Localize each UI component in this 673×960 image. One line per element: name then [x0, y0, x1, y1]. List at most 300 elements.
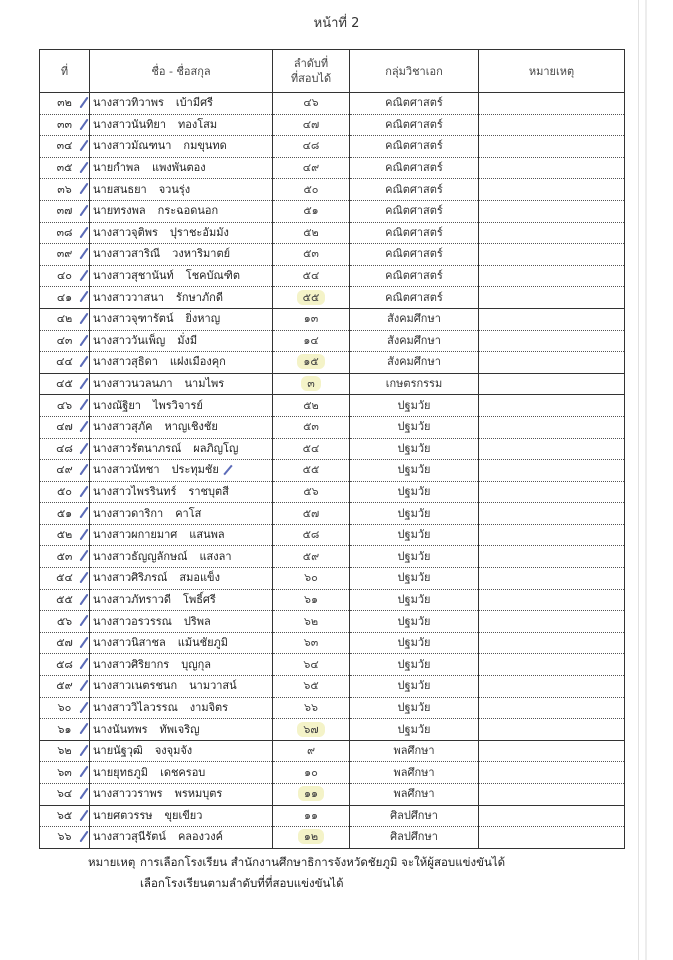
rank-cell	[273, 719, 350, 741]
row-number: ๖๕	[56, 808, 73, 822]
checkmark-icon	[79, 528, 88, 540]
table-header-row	[40, 50, 625, 93]
name-cell	[90, 589, 273, 611]
rank-cell	[273, 136, 350, 158]
header-rank-line2: ที่สอบได้	[290, 72, 332, 85]
rank-value: ๕๒	[303, 398, 319, 412]
rank-cell	[273, 460, 350, 482]
rank-value: ๖๓	[303, 636, 319, 650]
row-number: ๕๐	[56, 484, 73, 498]
rank-cell	[273, 805, 350, 827]
rank-value: ๖๑	[304, 592, 318, 606]
name-cell	[90, 611, 273, 633]
rank-value: ๔๘	[302, 139, 320, 153]
rank-value: ๕๓	[303, 420, 319, 434]
table-row	[40, 265, 625, 287]
checkmark-icon	[79, 291, 88, 303]
major-cell: คณิตศาสตร์	[350, 287, 479, 309]
row-number-cell	[40, 136, 90, 158]
candidate-ranking-table	[39, 49, 625, 849]
row-number-cell	[40, 352, 90, 374]
rank-cell	[273, 546, 350, 568]
name-cell	[90, 308, 273, 330]
rank-value: ๑๑	[304, 808, 318, 822]
first-name: นายสนธยา	[93, 182, 147, 196]
table-row	[40, 481, 625, 503]
last-name: คาโส	[175, 506, 202, 520]
rank-cell	[273, 654, 350, 676]
header-major: กลุ่มวิชาเอก	[350, 50, 479, 93]
name-cell	[90, 93, 273, 115]
row-number-cell	[40, 222, 90, 244]
rank-value: ๕๘	[302, 528, 320, 542]
row-number-cell	[40, 503, 90, 525]
first-name: นางสาวสุภัค	[93, 420, 153, 434]
first-name: นางสาวสาริณี	[93, 247, 161, 261]
rank-value: ๕๒	[303, 225, 319, 239]
row-number-cell	[40, 157, 90, 179]
name-cell	[90, 460, 273, 482]
rank-value: ๑๐	[304, 765, 318, 779]
major-cell: คณิตศาสตร์	[350, 93, 479, 115]
major-cell: สังคมศึกษา	[350, 330, 479, 352]
row-number: ๓๒	[57, 96, 72, 110]
first-name: นางสาวดาริกา	[93, 506, 164, 520]
table-row	[40, 416, 625, 438]
last-name: ปุราชะอัมมัง	[169, 225, 229, 239]
last-name: ผลภิญโญ	[193, 441, 239, 455]
major-cell: ปฐมวัย	[350, 589, 479, 611]
first-name: นางสาวนิสาชล	[93, 636, 166, 650]
last-name: วงหาริมาตย์	[172, 247, 231, 261]
checkmark-icon	[79, 161, 88, 173]
table-row	[40, 438, 625, 460]
checkmark-icon	[79, 658, 88, 670]
checkmark-icon	[79, 313, 88, 325]
name-cell	[90, 546, 273, 568]
rank-value: ๕๙	[302, 549, 320, 563]
remark-cell	[479, 395, 625, 417]
first-name: นางสาวศิริภรณ์	[93, 571, 168, 585]
row-number: ๕๖	[56, 614, 73, 628]
rank-cell	[273, 93, 350, 115]
first-name: นางสาวจุฑารัตน์	[93, 312, 174, 326]
rank-cell	[273, 222, 350, 244]
footnote-text-2: เลือกโรงเรียนตามลำดับที่ที่สอบแข่งขันได้	[140, 876, 344, 890]
last-name: แสนพล	[189, 528, 225, 542]
checkmark-icon	[79, 140, 88, 152]
row-number: ๕๔	[56, 571, 73, 585]
name-cell	[90, 136, 273, 158]
checkmark-icon	[79, 744, 88, 756]
major-cell: ปฐมวัย	[350, 676, 479, 698]
rank-value: ๕๖	[303, 484, 319, 498]
major-cell: คณิตศาสตร์	[350, 136, 479, 158]
rank-cell	[273, 157, 350, 179]
table-row	[40, 654, 625, 676]
table-row	[40, 503, 625, 525]
major-cell: ศิลปศึกษา	[350, 805, 479, 827]
remark-cell	[479, 179, 625, 201]
table-row	[40, 93, 625, 115]
name-cell	[90, 481, 273, 503]
row-number: ๔๓	[56, 333, 73, 347]
rank-value: ๑๔	[303, 333, 319, 347]
remark-cell	[479, 287, 625, 309]
last-name: ขุยเขียว	[164, 808, 203, 822]
row-number: ๔๖	[56, 398, 73, 412]
row-number: ๕๗	[56, 636, 73, 650]
name-cell	[90, 287, 273, 309]
table-row	[40, 244, 625, 266]
header-rank-line1: ลำดับที่	[293, 57, 329, 70]
last-name: มั่งมี	[177, 333, 198, 347]
remark-cell	[479, 481, 625, 503]
row-number-cell	[40, 805, 90, 827]
remark-cell	[479, 827, 625, 849]
rank-cell	[273, 395, 350, 417]
row-number-cell	[40, 611, 90, 633]
first-name: นางสาววราพร	[93, 787, 163, 801]
first-name: นางสาวสุชานันท์	[93, 269, 174, 283]
remark-cell	[479, 136, 625, 158]
name-cell	[90, 805, 273, 827]
row-number: ๔๕	[56, 377, 73, 391]
last-name: ยิ่งหาญ	[185, 312, 221, 326]
checkmark-icon	[79, 809, 88, 821]
name-cell	[90, 222, 273, 244]
last-name: ไพรวิจารย์	[152, 398, 203, 412]
rank-value: ๕๗	[302, 506, 320, 520]
major-cell: ปฐมวัย	[350, 503, 479, 525]
remark-cell	[479, 719, 625, 741]
checkmark-icon	[79, 831, 88, 843]
row-number: ๔๐	[56, 269, 73, 283]
footnote	[88, 852, 505, 894]
table-row	[40, 611, 625, 633]
rank-value: ๕๔	[302, 269, 320, 283]
name-cell	[90, 114, 273, 136]
major-cell: คณิตศาสตร์	[350, 222, 479, 244]
remark-cell	[479, 805, 625, 827]
last-name: บุญกุล	[181, 657, 211, 671]
table-row	[40, 568, 625, 590]
first-name: นางสาวนวลนภา	[93, 377, 173, 391]
rank-cell	[273, 503, 350, 525]
remark-cell	[479, 589, 625, 611]
table-row	[40, 740, 625, 762]
footnote-line1	[88, 852, 505, 873]
table-row	[40, 136, 625, 158]
major-cell: ปฐมวัย	[350, 611, 479, 633]
page-number-title: หน้าที่ 2	[313, 16, 360, 31]
table-row	[40, 330, 625, 352]
remark-cell	[479, 460, 625, 482]
rank-value: ๖๒	[303, 614, 319, 628]
remark-cell	[479, 330, 625, 352]
rank-value-highlighted: ๓	[301, 376, 321, 391]
row-number: ๓๓	[56, 117, 73, 131]
remark-cell	[479, 222, 625, 244]
checkmark-icon	[79, 421, 88, 433]
first-name: นางสาววิไลวรรณ	[93, 700, 178, 714]
remark-cell	[479, 676, 625, 698]
row-number-cell	[40, 827, 90, 849]
first-name: นางสาวศิริยากร	[93, 657, 170, 671]
major-cell: ปฐมวัย	[350, 460, 479, 482]
remark-cell	[479, 265, 625, 287]
checkmark-icon	[79, 356, 88, 368]
checkmark-icon	[79, 248, 88, 260]
checkmark-icon	[79, 550, 88, 562]
row-number-cell	[40, 244, 90, 266]
row-number: ๖๔	[56, 787, 73, 801]
major-cell: คณิตศาสตร์	[350, 200, 479, 222]
name-cell	[90, 827, 273, 849]
row-number-cell	[40, 308, 90, 330]
rank-value-highlighted: ๑๒	[298, 829, 324, 844]
name-cell	[90, 654, 273, 676]
last-name: แม้นชัยภูมิ	[177, 636, 229, 650]
row-number: ๓๗	[56, 204, 73, 218]
name-cell	[90, 524, 273, 546]
last-name: สมอแข็ง	[179, 571, 220, 585]
header-remark: หมายเหตุ	[479, 50, 625, 93]
rank-cell	[273, 438, 350, 460]
checkmark-icon	[79, 572, 88, 584]
rank-cell	[273, 200, 350, 222]
row-number-cell	[40, 589, 90, 611]
row-number-cell	[40, 481, 90, 503]
row-number-cell	[40, 784, 90, 806]
remark-cell	[479, 416, 625, 438]
row-number-cell	[40, 524, 90, 546]
rank-value: ๔๙	[302, 161, 320, 175]
major-cell: คณิตศาสตร์	[350, 114, 479, 136]
row-number-cell	[40, 719, 90, 741]
first-name: นายศตวรรษ	[93, 808, 153, 822]
first-name: นายนัฐวุฒิ	[93, 744, 143, 758]
checkmark-icon	[79, 766, 88, 778]
rank-cell	[273, 481, 350, 503]
name-cell	[90, 503, 273, 525]
first-name: นางสาวจุติพร	[93, 225, 158, 239]
first-name: นางสาวมัณฑนา	[93, 139, 172, 153]
row-number: ๕๑	[56, 506, 73, 520]
rank-cell	[273, 244, 350, 266]
header-rank	[273, 50, 350, 93]
row-number: ๕๒	[56, 528, 73, 542]
name-cell	[90, 179, 273, 201]
name-cell	[90, 740, 273, 762]
rank-cell	[273, 330, 350, 352]
remark-cell	[479, 157, 625, 179]
row-number-cell	[40, 654, 90, 676]
remark-cell	[479, 200, 625, 222]
row-number: ๓๘	[56, 225, 73, 239]
table-row	[40, 524, 625, 546]
remark-cell	[479, 373, 625, 395]
checkmark-icon	[79, 485, 88, 497]
checkmark-icon	[79, 636, 88, 648]
last-name: งามจิตร	[189, 700, 229, 714]
remark-cell	[479, 93, 625, 115]
row-number: ๖๑	[57, 722, 72, 736]
table-row	[40, 157, 625, 179]
last-name: ทองโสม	[178, 117, 218, 131]
rank-cell	[273, 287, 350, 309]
last-name: ทัพเจริญ	[159, 722, 200, 736]
row-number: ๓๙	[56, 247, 73, 261]
name-cell	[90, 568, 273, 590]
remark-cell	[479, 611, 625, 633]
rank-value-highlighted: ๑๑	[298, 786, 324, 801]
checkmark-icon	[79, 593, 88, 605]
major-cell: ศิลปศึกษา	[350, 827, 479, 849]
row-number: ๔๙	[56, 463, 73, 477]
table-row	[40, 460, 625, 482]
checkmark-icon	[79, 118, 88, 130]
remark-cell	[479, 740, 625, 762]
major-cell: คณิตศาสตร์	[350, 157, 479, 179]
rank-value: ๖๖	[304, 700, 318, 714]
row-number-cell	[40, 676, 90, 698]
last-name: คลองวงค์	[177, 830, 223, 844]
major-cell: ปฐมวัย	[350, 697, 479, 719]
name-cell	[90, 395, 273, 417]
checkmark-icon	[79, 680, 88, 692]
page-edge-shadow	[645, 0, 647, 960]
row-number-cell	[40, 632, 90, 654]
table-row	[40, 697, 625, 719]
table-row	[40, 373, 625, 395]
name-cell	[90, 762, 273, 784]
row-number-cell	[40, 395, 90, 417]
row-number-cell	[40, 762, 90, 784]
table-row	[40, 719, 625, 741]
row-number: ๕๓	[56, 549, 73, 563]
checkmark-icon	[79, 723, 88, 735]
rank-value: ๕๑	[303, 204, 319, 218]
row-number-cell	[40, 568, 90, 590]
remark-cell	[479, 244, 625, 266]
table-row	[40, 114, 625, 136]
row-number: ๔๒	[56, 312, 73, 326]
name-cell	[90, 244, 273, 266]
rank-cell	[273, 827, 350, 849]
rank-cell	[273, 308, 350, 330]
row-number-cell	[40, 416, 90, 438]
rank-value-highlighted: ๕๕	[297, 290, 326, 305]
row-number-cell	[40, 697, 90, 719]
first-name: นางสาวอรวรรณ	[93, 614, 172, 628]
remark-cell	[479, 352, 625, 374]
remark-cell	[479, 568, 625, 590]
remark-cell	[479, 632, 625, 654]
major-cell: พลศึกษา	[350, 762, 479, 784]
last-name: จวนรุ่ง	[158, 182, 191, 196]
row-number: ๖๖	[57, 830, 72, 844]
major-cell: สังคมศึกษา	[350, 308, 479, 330]
major-cell: ปฐมวัย	[350, 481, 479, 503]
row-number: ๖๐	[57, 700, 72, 714]
last-name: เบ้ามีศรี	[175, 96, 213, 110]
row-number-cell	[40, 438, 90, 460]
major-cell: คณิตศาสตร์	[350, 265, 479, 287]
row-number: ๓๔	[56, 139, 73, 153]
last-name: พรหมบุตร	[174, 787, 223, 801]
first-name: นางสาวไพรรินทร์	[93, 484, 177, 498]
remark-cell	[479, 762, 625, 784]
remark-cell	[479, 114, 625, 136]
major-cell: พลศึกษา	[350, 784, 479, 806]
remark-cell	[479, 503, 625, 525]
footnote-label: หมายเหตุ	[88, 855, 136, 869]
remark-cell	[479, 546, 625, 568]
header-no: ที่	[40, 50, 90, 93]
last-name: กระฉอดนอก	[157, 204, 219, 218]
rank-value: ๕๔	[302, 441, 320, 455]
first-name: นางสาวทิวาพร	[93, 96, 164, 110]
rank-cell	[273, 589, 350, 611]
row-number-cell	[40, 114, 90, 136]
major-cell: คณิตศาสตร์	[350, 179, 479, 201]
row-number: ๓๕	[56, 161, 73, 175]
rank-cell	[273, 740, 350, 762]
first-name: นางสาวเนตรชนก	[93, 679, 178, 693]
checkmark-icon	[79, 507, 88, 519]
checkmark-icon	[79, 97, 88, 109]
row-number-cell	[40, 460, 90, 482]
table-row	[40, 546, 625, 568]
name-cell	[90, 330, 273, 352]
rank-cell	[273, 524, 350, 546]
row-number-cell	[40, 200, 90, 222]
table-row	[40, 179, 625, 201]
row-number-cell	[40, 330, 90, 352]
remark-cell	[479, 308, 625, 330]
rank-value: ๙	[306, 744, 316, 758]
page-edge-shadow	[638, 0, 639, 960]
checkmark-icon	[79, 615, 88, 627]
rank-cell	[273, 762, 350, 784]
name-cell	[90, 632, 273, 654]
row-number: ๖๓	[57, 765, 72, 779]
rank-value-highlighted: ๖๗	[297, 722, 324, 737]
last-name: เดชครอบ	[160, 765, 206, 779]
remark-cell	[479, 654, 625, 676]
first-name: นายทรงพล	[93, 204, 146, 218]
checkmark-icon	[79, 399, 88, 411]
last-name: แฝงเมืองคุก	[169, 355, 226, 369]
first-name: นางสาวภัทราวดี	[93, 592, 172, 606]
checkmark-icon	[79, 701, 88, 713]
last-name: หาญเชิงชัย	[164, 420, 218, 434]
first-name: นางณัฐิยา	[93, 398, 141, 412]
name-cell	[90, 352, 273, 374]
name-cell	[90, 265, 273, 287]
table-row	[40, 308, 625, 330]
table-row	[40, 676, 625, 698]
first-name: นายกำพล	[93, 161, 140, 175]
major-cell: ปฐมวัย	[350, 416, 479, 438]
remark-cell	[479, 784, 625, 806]
rank-cell	[273, 632, 350, 654]
rank-cell	[273, 265, 350, 287]
last-name: ประทุมชัย	[171, 463, 219, 477]
footnote-text-1: การเลือกโรงเรียน สำนักงานศึกษาธิการจังหวัดชัยภูมิ จะให้ผู้สอบแข่งขันได้	[140, 855, 506, 869]
major-cell: ปฐมวัย	[350, 546, 479, 568]
